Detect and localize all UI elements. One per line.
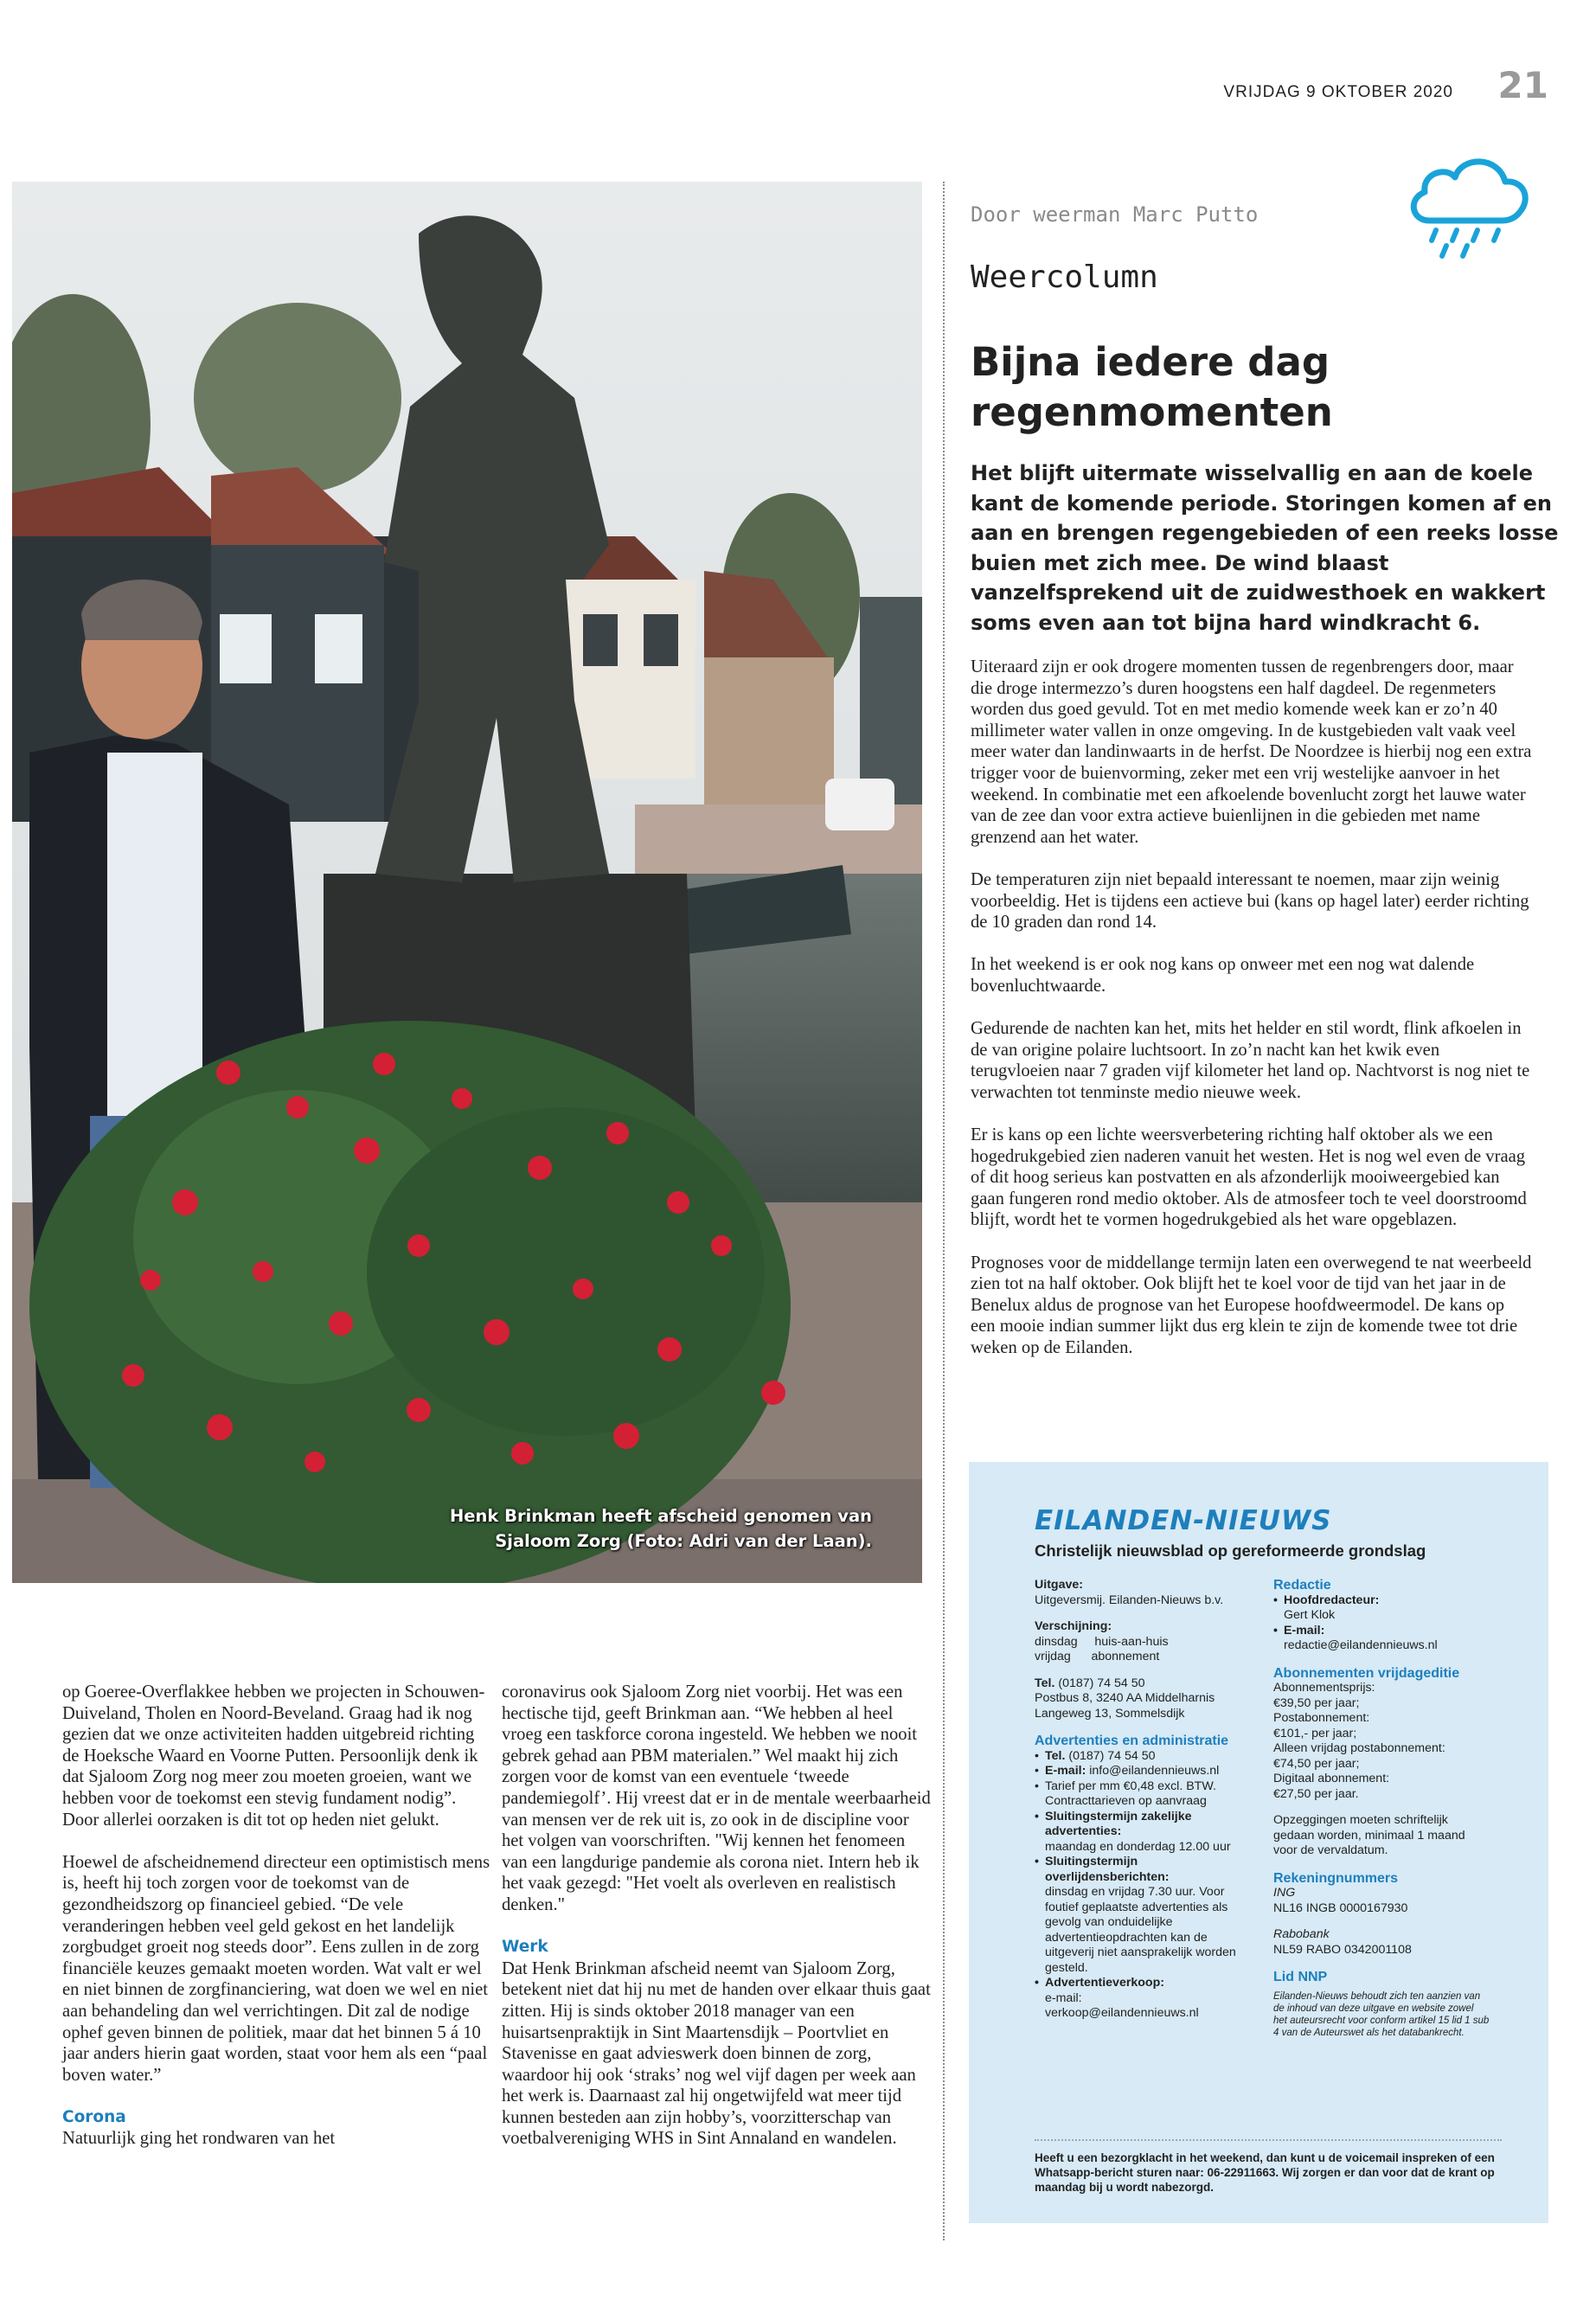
page-number: 21 (1497, 64, 1548, 106)
verschijning-line: vrijdag abonnement (1035, 1650, 1160, 1663)
abo-line: Abonnementsprijs: (1273, 1681, 1375, 1695)
redactie-heading: Redactie (1273, 1578, 1331, 1593)
article-column-2 (502, 1682, 934, 2171)
advertenties-heading: Advertenties en administratie (1035, 1734, 1229, 1748)
abonnementen-heading: Abonnementen vrijdageditie (1273, 1665, 1460, 1681)
photo-caption (450, 1503, 872, 1554)
adv-email-label: E-mail: (1045, 1764, 1086, 1778)
abo-line: €27,50 per jaar. (1273, 1786, 1359, 1801)
adv-tel: (0187) 74 54 50 (1068, 1748, 1156, 1763)
weather-paragraph: Prognoses voor de middellange termijn laten een overwegend te nat weerbeeld zien tot na half oktober. Ook blijft het te koel voor de tijd van het jaar in de Benelux aldus de prognose van het Europese hoofdweermodel. De kans op een mooie indian summer lijkt dus erg klein te zijn de komende twee tot drie weken op de Eilanden. (971, 1253, 1532, 1357)
adv-email[interactable]: info@eilandennieuws.nl (1089, 1764, 1220, 1778)
weather-paragraph: Uiteraard zijn er ook drogere momenten tussen de regenbrengers door, maar die droge intermezzo’s duren hoogstens een half dagdeel. De regenmeters worden dus goed gevuld. Tot en met medio komende week kan er zo’n 40 millimeter water vallen in onze omgeving. In de kustgebieden valt vaak veel meer water dan landinwaarts in de herfst. De Noordzee is hierbij nog een extra trigger voor de buienvorming, zeker met een vrij westelijke aanvoer in het weekend. In combinatie met een afkoelende bovenlucht zorgt het lauwe water van de zee dan voor extra actieve buienlijnen in die gebieden met name grenzend aan het water. (971, 657, 1532, 847)
caption-line-1: Henk Brinkman heeft afscheid genomen van (449, 1506, 872, 1526)
bezorgklacht-notice: Heeft u een bezorgklacht in het weekend, dan kunt u de voicemail inspreken of een Whatsapp-bericht sturen naar: 06-22911663. Wij zorgen er dan voor dat de krant op maandag bij u wordt nabezorgd. (1035, 2151, 1495, 2194)
abo-line: €39,50 per jaar; (1273, 1695, 1360, 1710)
weather-column-label: Weercolumn (971, 260, 1158, 295)
subheading-werk: Werk (502, 1938, 548, 1957)
abo-line: Alleen vrijdag postabonnement: (1273, 1741, 1445, 1755)
weather-body (971, 657, 1533, 1380)
postbus: Postbus 8, 3240 AA Middelharnis (1035, 1691, 1215, 1705)
issue-date: VRIJDAG 9 OKTOBER 2020 (1223, 83, 1453, 101)
verkoop-email[interactable]: verkoop@eilandennieuws.nl (1045, 2006, 1199, 2020)
sluitingstermijn-overlijden-heading: • Sluitingstermijn overlijdensberichten: (1035, 1855, 1259, 1885)
article-paragraph: Natuurlijk ging het rondwaren van het (62, 2129, 336, 2149)
tel-label: Tel. (1035, 1676, 1055, 1690)
weather-paragraph: Gedurende de nachten kan het, mits het helder en stil wordt, flink afkoelen in de van origine polaire luchtsoort. In zo’n nacht kan het kwik even terugvloeien naar 7 graden vijf kilometer het land op. Nachtvorst is nog niet te verwachten tot tenminste medio nieuwe week. (971, 1019, 1530, 1102)
article-photo (12, 182, 922, 1583)
colofon-panel (969, 1462, 1548, 2223)
redactie-email[interactable]: redactie@eilandennieuws.nl (1284, 1638, 1438, 1652)
colofon-left-column (1035, 1578, 1259, 2022)
rain-cloud-icon (1403, 147, 1533, 260)
uitgave-heading: Uitgave: (1035, 1578, 1083, 1592)
abo-line: Postabonnement: (1273, 1711, 1370, 1725)
weather-lead: Het blijft uitermate wisselvallig en aan de koele kant de komende periode. Storingen komen af en aan en brengen regengebieden of een reeks losse buien met zich mee. De wind blaast vanzelfsprekend uit de zuidwesthoek en wakkert soms even aan tot bijna hard windkracht 6. (971, 461, 1559, 635)
caption-line-2: Sjaloom Zorg (Foto: Adri van der Laan). (495, 1531, 872, 1551)
sluitingstermijn-overlijden: dinsdag en vrijdag 7.30 uur. Voor foutief geplaatste advertenties als gevolg van onduidelijke advertentieopdrachten kan de uitgeverij niet aansprakelijk worden gesteld. (1045, 1885, 1236, 1975)
article-paragraph: Dat Henk Brinkman afscheid neemt van Sjaloom Zorg, betekent niet dat hij nu met de handen over elkaar thuis gaat zitten. Hij is sinds oktober 2018 manager van een huisartsenpraktijk in Sint Maartensdijk – Poortvliet en Stavenisse en gaat advieswerk doen binnen de zorg, waardoor hij ook ‘straks’ nog wel vijf dagen per week aan het werk is. Daarnaast zal hij ongetwijfeld wat meer tijd kunnen besteden aan zijn hobby’s, voorzitterschap van voetbalvereniging WHS in Sint Annaland en wandelen. (502, 1958, 931, 2149)
ing-number: NL16 INGB 0000167930 (1273, 1900, 1408, 1915)
abo-line: €101,- per jaar; (1273, 1726, 1357, 1740)
sluitingstermijn-zakelijk: maandag en donderdag 12.00 uur (1045, 1839, 1231, 1854)
subheading-corona: Corona (62, 2107, 126, 2126)
abo-line: €74,50 per jaar; (1273, 1756, 1360, 1771)
hoofdredacteur: Gert Klok (1284, 1608, 1336, 1622)
headline-line-1: Bijna iedere dag (971, 339, 1330, 385)
redactie-email-heading: • E-mail: (1273, 1624, 1524, 1639)
article-column-1 (62, 1682, 495, 2171)
verschijning-heading: Verschijning: (1035, 1619, 1112, 1633)
tel-value: (0187) 74 54 50 (1058, 1676, 1145, 1690)
adv-contract: Contracttarieven op aanvraag (1045, 1794, 1207, 1808)
colofon-right-column (1273, 1578, 1524, 2039)
adv-tel-label: Tel. (1045, 1748, 1066, 1763)
bank-rabo: Rabobank (1273, 1927, 1330, 1941)
verkoop-email-label: e-mail: (1045, 1990, 1082, 2005)
weather-headline (971, 337, 1524, 438)
column-divider (943, 182, 945, 2240)
article-paragraph: op Goeree-Overflakkee hebben we projecten in Schouwen-Duiveland, Tholen en Noord-Beveland. Graag had ik nog gezien dat we onze activiteiten hadden uitgebreid richting de Hoeksche Waard en Voorne Putten. Persoonlijk denk ik dat Sjaloom Zorg nog meer zou moeten groeien, want we hebben voor de toekomst een stevig fundament nodig”. Door allerlei oorzaken is dit tot op heden niet gelukt. (62, 1682, 485, 1830)
rekeningnummers-heading: Rekeningnummers (1273, 1870, 1399, 1886)
uitgave-value: Uitgeversmij. Eilanden-Nieuws b.v. (1035, 1593, 1224, 1607)
sluitingstermijn-zakelijk-heading: • Sluitingstermijn zakelijke advertenties: (1035, 1810, 1259, 1840)
verkoop-heading: • Advertentieverkoop: (1035, 1976, 1259, 1991)
adv-tarief: • Tarief per mm €0,48 excl. BTW. (1035, 1779, 1259, 1795)
weather-paragraph: Er is kans op een lichte weersverbetering richting half oktober als we een hogedrukgebied zien naderen vanuit het westen. Het is nog wel even de vraag of dit hoog serieus kan postvatten en als afzonderlijk mooiweergebied kan gaan fungeren rond medio oktober. Als de atmosfeer toch te veel doorstroomd blijft, wordt het te vormen hogedrukgebied als het ware opgeblazen. (971, 1125, 1527, 1230)
rabo-number: NL59 RABO 0342001108 (1273, 1942, 1412, 1957)
verschijning-line: dinsdag huis-aan-huis (1035, 1634, 1169, 1649)
photo-scene (12, 182, 922, 1583)
weather-byline: Door weerman Marc Putto (971, 202, 1259, 227)
nnp-heading: Lid NNP (1273, 1970, 1328, 1984)
headline-line-2: regenmomenten (971, 389, 1333, 435)
weather-paragraph: In het weekend is er ook nog kans op onweer met een nog wat dalende bovenluchtwaarde. (971, 955, 1475, 996)
abo-line: Digitaal abonnement: (1273, 1772, 1390, 1785)
adres: Langeweg 13, Sommelsdijk (1035, 1706, 1185, 1721)
colofon-divider (1035, 2139, 1502, 2141)
article-paragraph: Hoewel de afscheidnemend directeur een optimistisch mens is, heeft hij toch zorgen voor de toekomst van de gezondheidszorg op financieel gebied. “De vele veranderingen hebben veel geld gekost en het landelijk zorgbudget groeit nog steeds door”. Eens zullen in de zorg financiële keuzes gemaakt moeten worden. Wat valt er wel en niet binnen de zorgfinanciering, wat doen we wel en niet aan behandeling dan wel verrichtingen. Dit zal de nodige ophef geven binnen de politiek, maar dat het binnen 5 á 10 jaar anders hierin gaat worden, staat voor hem als een “paal boven water.” (62, 1852, 490, 2085)
article-paragraph: coronavirus ook Sjaloom Zorg niet voorbij. Het was een hectische tijd, geeft Brinkman aan. “We hebben al heel vroeg een taskforce corona ingesteld. We hebben we nooit gebrek gehad aan PBM materialen.” Wel maakt hij zich zorgen voor de komst van een eventuele ‘tweede pandemiegolf’. Hij vreest dat er in de mentale weerbaarheid van mensen ver de rek uit is, zo ook in de discipline voor het volgen van voorschriften. "Wij kennen het fenomeen van een langdurige pandemie als corona niet. Intern heb ik het vaak gezegd: "Het voelt als overleven en realistisch denken." (502, 1682, 931, 1914)
eilanden-nieuws-logo: EILANDEN-NIEUWS (1035, 1505, 1332, 1536)
hoofdredacteur-heading: • Hoofdredacteur: (1273, 1593, 1524, 1609)
colofon-tagline: Christelijk nieuwsblad op gereformeerde grondslag (1035, 1541, 1426, 1560)
opzeggingen: Opzeggingen moeten schriftelijk gedaan worden, minimaal 1 maand voor de vervaldatum. (1273, 1813, 1465, 1857)
weather-paragraph: De temperaturen zijn niet bepaald interessant te noemen, maar zijn weinig voorbeeldig. Het is tijdens een actieve bui (kans op hagel later) eerder richting de 10 graden dan rond 14. (971, 869, 1529, 933)
bank-ing: ING (1273, 1886, 1296, 1900)
disclaimer: Eilanden-Nieuws behoudt zich ten aanzien van de inhoud van deze uitgave en website zowel het auteursrecht voor conform artikel 15 lid 1 sub 4 van de Auteurswet als het databankrecht. (1273, 1990, 1490, 2038)
